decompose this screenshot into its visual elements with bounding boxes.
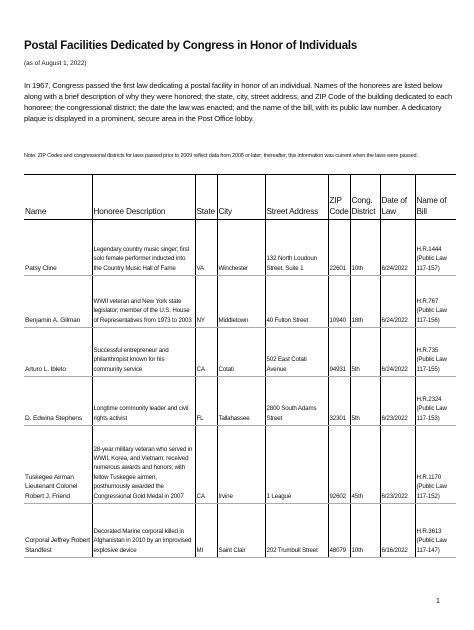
cell-district: 45th [350, 426, 380, 504]
cell-bill: H.R.1444 (Public Law 117-157) [415, 220, 456, 276]
cell-name: Corporal Jeffrey Robert Standfest [24, 504, 92, 558]
cell-state: FL [195, 377, 217, 426]
cell-street: 132 North Loudoun Street, Suite 1 [265, 220, 328, 276]
cell-date: 6/16/2022 [380, 504, 415, 558]
table-row [24, 426, 456, 504]
cell-description: WWII veteran and New York state legislator; member of the U.S. House of Representatives from 1973 to 2003 [92, 276, 195, 328]
intro-paragraph: In 1967, Congress passed the first law dedicating a postal facility in honor of an individual. Names of the honorees are listed below along with a brief description of why they were honored; the state, city, street address, and ZIP Code of the building dedicated to each honoree; the congressional district; the date the law was enacted; and the name of the bill, with its public law number. A dedicatory plaque is displayed in a prominent, secure area in the Post Office lobby. [24, 81, 453, 123]
cell-street: 502 East Cotati Avenue [265, 328, 328, 377]
cell-bill: H.R.735 (Public Law 117-155) [415, 328, 456, 377]
cell-street: 2800 South Adams Street [265, 377, 328, 426]
cell-bill: H.R.1170 (Public Law 117-152) [415, 426, 456, 504]
header-name-of-bill: Name of Bill [415, 175, 456, 220]
cell-name: D. Edwina Stephens [24, 377, 92, 426]
table-row [24, 220, 456, 276]
cell-description: 28-year military veteran who served in WWII, Korea, and Vietnam; received numerous awards and honors; with fellow Tuskegee airmen, posthumously awarded the Congressional Gold Medal in 2007 [92, 426, 195, 504]
page-title: Postal Facilities Dedicated by Congress in Honor of Individuals [24, 40, 358, 52]
table-row [24, 504, 456, 558]
cell-city: Winchester [217, 220, 265, 276]
header-cong-district: Cong. District [350, 175, 380, 220]
table-row [24, 328, 456, 377]
cell-district: 10th [350, 504, 380, 558]
header-zip-code: ZIP Code [328, 175, 350, 220]
cell-bill: H.R.2324 (Public Law 117-153) [415, 377, 456, 426]
cell-city: Middletown [217, 276, 265, 328]
cell-district: 5th [350, 377, 380, 426]
header-street-address: Street Address [265, 175, 328, 220]
cell-description: Longtime community leader and civil rights activist [92, 377, 195, 426]
cell-state: MI [195, 504, 217, 558]
cell-date: 6/24/2022 [380, 276, 415, 328]
cell-district: 18th [350, 276, 380, 328]
header-state: State [195, 175, 217, 220]
cell-street: 1 League [265, 426, 328, 504]
cell-state: CA [195, 328, 217, 377]
cell-district: 5th [350, 328, 380, 377]
cell-bill: H.R.3613 (Public Law 117-147) [415, 504, 456, 558]
as-of-date: (as of August 1, 2022) [24, 60, 87, 67]
header-date-of-law: Date of Law [380, 175, 415, 220]
cell-state: NY [195, 276, 217, 328]
header-city: City [217, 175, 265, 220]
cell-zip: 92602 [328, 426, 350, 504]
cell-city: Saint Clair [217, 504, 265, 558]
cell-zip: 10940 [328, 276, 350, 328]
cell-zip: 22601 [328, 220, 350, 276]
cell-name: Patsy Cline [24, 220, 92, 276]
cell-name: Benjamin A. Gilman [24, 276, 92, 328]
table-header-row [24, 175, 456, 220]
cell-description: Decorated Marine corporal killed in Afghanistan in 2010 by an improvised explosive device [92, 504, 195, 558]
table-row [24, 377, 456, 426]
table-row [24, 276, 456, 328]
cell-street: 202 Trumbull Street [265, 504, 328, 558]
page-number: 1 [436, 598, 440, 605]
cell-description: Legendary country music singer; first solo female performer inducted into the Country Music Hall of Fame [92, 220, 195, 276]
header-description: Honoree Description [92, 175, 195, 220]
cell-city: Cotati [217, 328, 265, 377]
cell-name: Tuskegee Airman Lieutenant Colonel Robert J. Friend [24, 426, 92, 504]
cell-street: 40 Fulton Street [265, 276, 328, 328]
cell-state: CA [195, 426, 217, 504]
cell-date: 6/23/2022 [380, 426, 415, 504]
cell-city: Tallahassee [217, 377, 265, 426]
header-name: Name [24, 175, 92, 220]
cell-description: Successful entrepreneur and philanthropist known for his community service [92, 328, 195, 377]
cell-zip: 94931 [328, 328, 350, 377]
cell-state: VA [195, 220, 217, 276]
cell-name: Arturo L. Ibleto [24, 328, 92, 377]
honorees-table [24, 174, 456, 558]
cell-zip: 32301 [328, 377, 350, 426]
cell-bill: H.R.767 (Public Law 117-156) [415, 276, 456, 328]
cell-city: Irvine [217, 426, 265, 504]
cell-district: 10th [350, 220, 380, 276]
note-text: Note: ZIP Codes and congressional districts for laws passed prior to 2009 reflect data from 2008 or later; thereafter, this information was current when the laws were passed. [24, 153, 418, 159]
cell-date: 6/24/2022 [380, 220, 415, 276]
cell-date: 6/23/2022 [380, 377, 415, 426]
cell-zip: 48079 [328, 504, 350, 558]
cell-date: 6/24/2022 [380, 328, 415, 377]
